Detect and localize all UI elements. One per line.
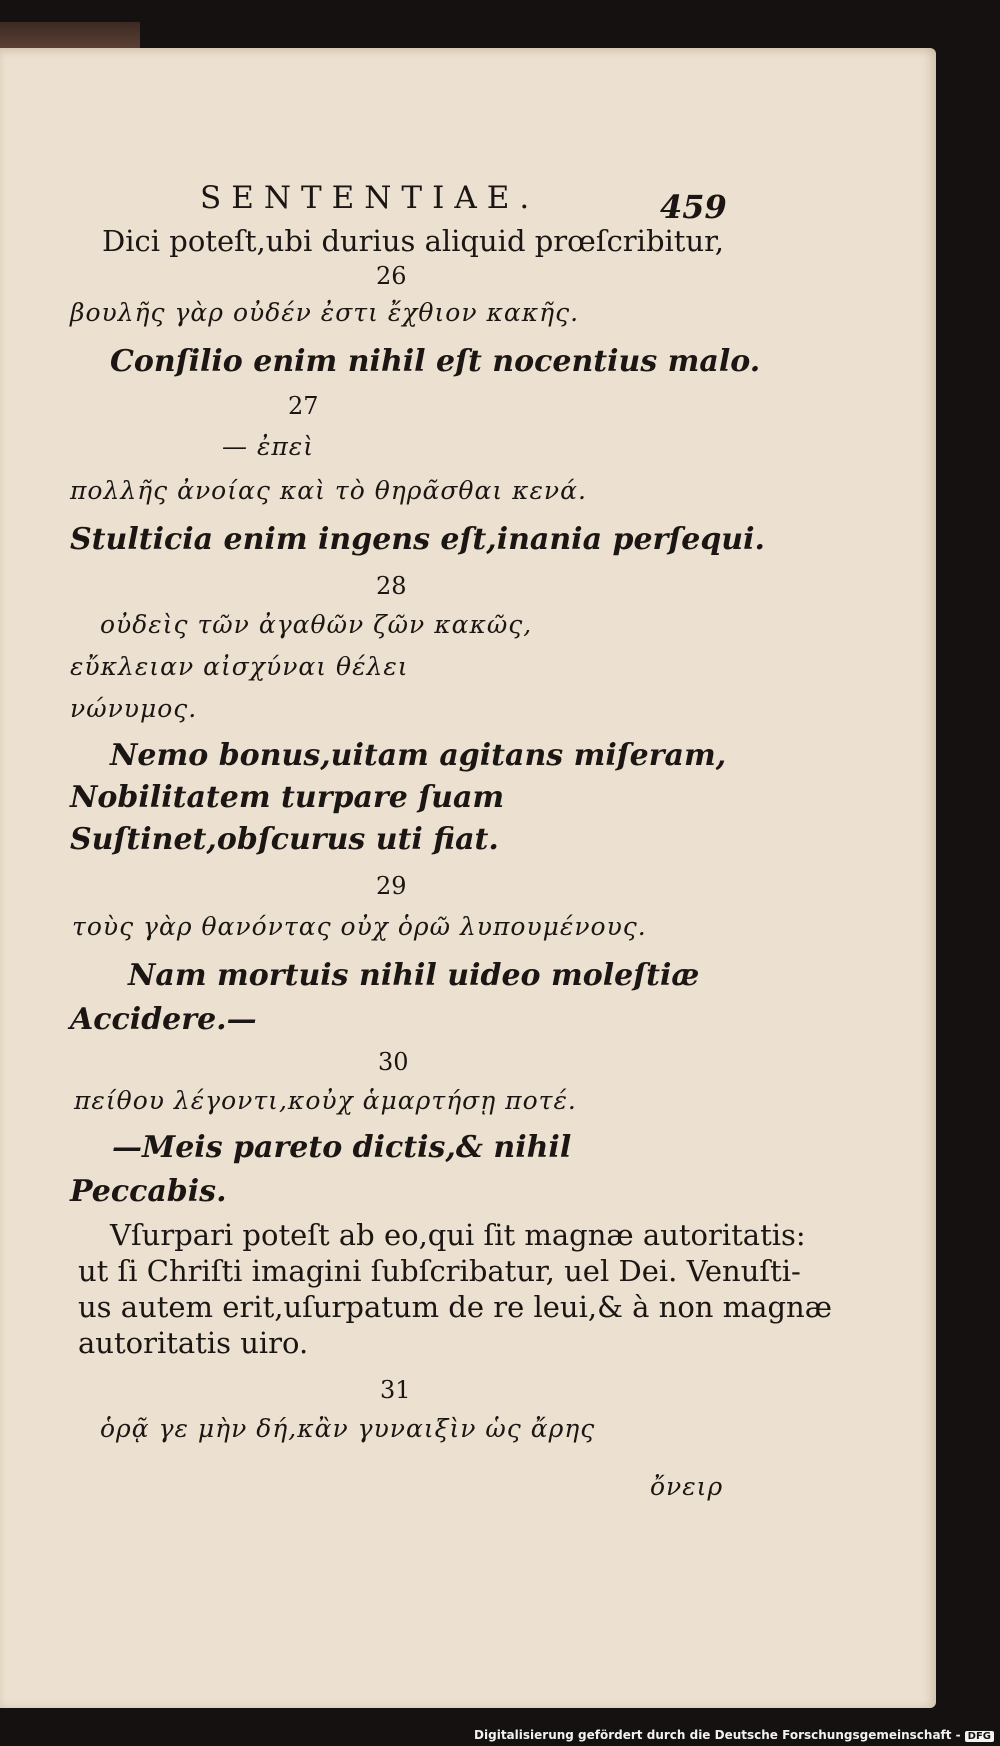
greek-line: πολλῆς ἀνοίας καὶ τὸ θηρᾶσθαι κενά. (70, 476, 587, 505)
sentence-number: 29 (376, 872, 407, 900)
commentary-line: us autem erit,uſurpatum de re leui,& à non magnæ (78, 1290, 832, 1324)
running-title: SENTENTIAE. (200, 180, 540, 216)
latin-translation: Nobilitatem turpare ſuam (70, 780, 505, 815)
greek-line: — ἐπεὶ (222, 432, 315, 461)
commentary-line: Vſurpari poteſt ab eo,qui ſit magnæ autoritatis: (110, 1218, 806, 1252)
latin-translation: Accidere.— (70, 1002, 257, 1037)
sentence-number: 26 (376, 262, 407, 290)
greek-line: εὔκλειαν αἰσχύναι θέλει (70, 652, 409, 681)
sentence-number: 31 (380, 1376, 411, 1404)
book-page (0, 48, 936, 1708)
greek-line: οὐδεὶς τῶν ἀγαθῶν ζῶν κακῶς, (100, 610, 533, 639)
digitization-credit (474, 1728, 994, 1742)
dfg-logo: DFG (965, 1731, 994, 1742)
latin-translation: Nam mortuis nihil uideo moleſtiæ (128, 958, 700, 993)
greek-line: πείθου λέγοντι,κοὐχ ἁμαρτήσῃ ποτέ. (74, 1086, 577, 1115)
sentence-number: 28 (376, 572, 407, 600)
greek-line: τοὺς γὰρ θανόντας οὐχ ὁρῶ λυπουμένους. (72, 912, 647, 941)
latin-translation: Conſilio enim nihil eſt nocentius malo. (110, 344, 761, 379)
latin-translation: Stulticia enim ingens eſt,inania perſequi. (70, 522, 765, 557)
credit-text: Digitalisierung gefördert durch die Deutsche Forschungsgemeinschaft - (474, 1728, 961, 1742)
latin-translation: Nemo bonus,uitam agitans miſeram, (110, 738, 727, 773)
latin-translation: Suſtinet,obſcurus uti fiat. (70, 822, 499, 857)
sentence-number: 30 (378, 1048, 409, 1076)
greek-line: βουλῆς γὰρ οὐδέν ἐστι ἔχθιον κακῆς. (70, 298, 580, 327)
sentence-number: 27 (288, 392, 319, 420)
commentary-line: autoritatis uiro. (78, 1326, 309, 1360)
greek-line: νώνυμος. (70, 694, 198, 723)
page-number: 459 (660, 188, 727, 226)
greek-line: ὁρᾷ γε μὴν δή,κἂν γυναιξὶν ὡς ἄρης (100, 1414, 596, 1443)
latin-translation: Peccabis. (70, 1174, 227, 1209)
book-cover-edge (0, 22, 140, 48)
catchword: ὄνειρ (650, 1472, 724, 1501)
text-line: Dici poteſt,ubi durius aliquid prœſcribitur, (102, 224, 725, 258)
commentary-line: ut ſi Chriſti imagini ſubſcribatur, uel Dei. Venuſti- (78, 1254, 801, 1288)
latin-translation: —Meis pareto dictis,& nihil (112, 1130, 572, 1165)
